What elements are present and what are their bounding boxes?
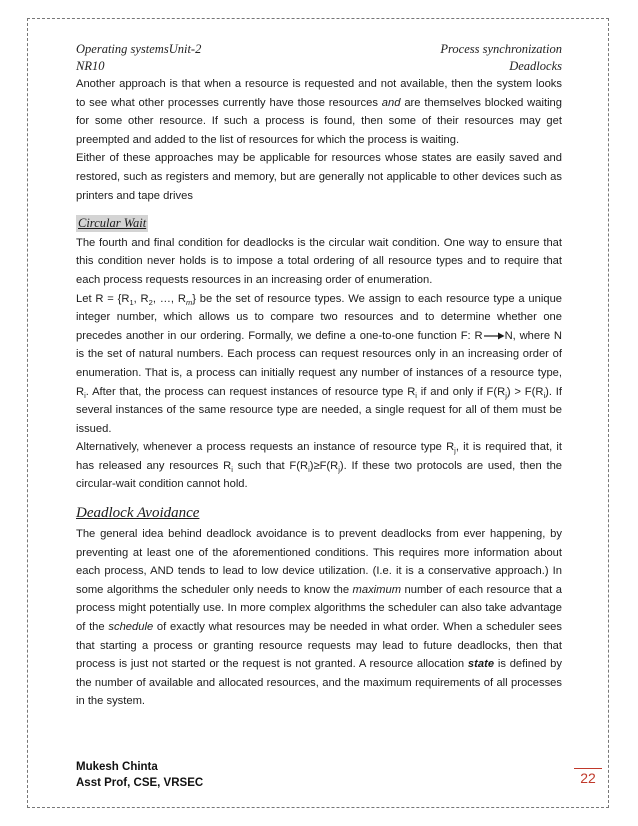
page-footer <box>76 759 203 791</box>
paragraph-circular-wait-intro: The fourth and final condition for deadlocks is the circular wait condition. One way to ensure that this condition never holds is to impose a total ordering of all resource types and to require that each process requests resources in an increasing order of enumeration. <box>76 236 562 286</box>
deadlock-avoidance-heading: Deadlock Avoidance <box>76 505 200 522</box>
paragraph-alternative-protocol: Alternatively, whenever a process requests an instance of resource type $R_j$, it is required that, it has released any resources $R_i$ such that $F(R_i)\ge F(R_j)$. If these two protocols are used, then the circular-wait condition cannot hold. <box>76 441 563 491</box>
paragraph-deadlock-avoidance: The general idea behind deadlock avoidance is to prevent deadlocks from ever happening, by preventing at least one of the aforementioned conditions. This requires more information about each process, AND tends to lead to low device utilization. (I.e. it is a conservative approach.) In some algorithms the scheduler only needs to know the maximum number of each resource that a process might potentially use. In more complex algorithms the scheduler can also take advantage of the schedule of exactly what resources may be needed in what order. When a scheduler sees that starting a process or granting resource requests may lead to future deadlocks, then that process is just not started or the request is not granted. A resource allocation state is defined by the number of available and allocated resources, and the maximum requirements of all processes in the system. <box>76 528 562 708</box>
paragraph-applicability: Either of these approaches may be applicable for resources whose states are easily saved and restored, such as registers and memory, but are generally not applicable to other devices such as printers and tape drives <box>76 152 562 202</box>
header-topic: Process synchronization <box>440 42 562 56</box>
arrow-icon <box>483 332 505 340</box>
footer-author: Mukesh Chinta <box>76 761 158 773</box>
header-subtopic: Deadlocks <box>509 59 562 73</box>
circular-wait-heading: Circular Wait <box>78 216 147 231</box>
paragraph-preemption: Another approach is that when a resource is requested and not available, then the system looks to see what other processes currently have those resources and are themselves blocked waiting for some other resource. If such a process is found, then some of their resources may get preempted and added to the list of resources for which the process is waiting. <box>76 78 563 146</box>
page-number-rule <box>574 768 602 769</box>
footer-designation: Asst Prof, CSE, VRSEC <box>76 777 204 789</box>
header-course: Operating systemsUnit-2 <box>76 42 202 56</box>
document-body <box>76 75 562 711</box>
header-regulation: NR10 <box>76 59 105 73</box>
page-number: 22 <box>580 770 596 786</box>
page-header <box>76 41 562 75</box>
paragraph-resource-ordering: Let $R = \{R_1$, $R_2$, …, $R_m$} be the set of resource types. We assign to each resource type a unique integer number, which allows us to compare two resources and to determine whether one precedes another in our ordering. Formally, we define a one-to-one function F: R N, where N is the set of natural numbers. Each process can request resources only in an increasing order of enumeration. That is, a process can initially request any number of instances of a resource type, $R_i$. After that, the process can request instances of resource type $R_i$ if and only if $F(R_j) > F(R_i)$. If several instances of the same resource type are needed, a single request for all of them must be issued. <box>76 292 563 435</box>
